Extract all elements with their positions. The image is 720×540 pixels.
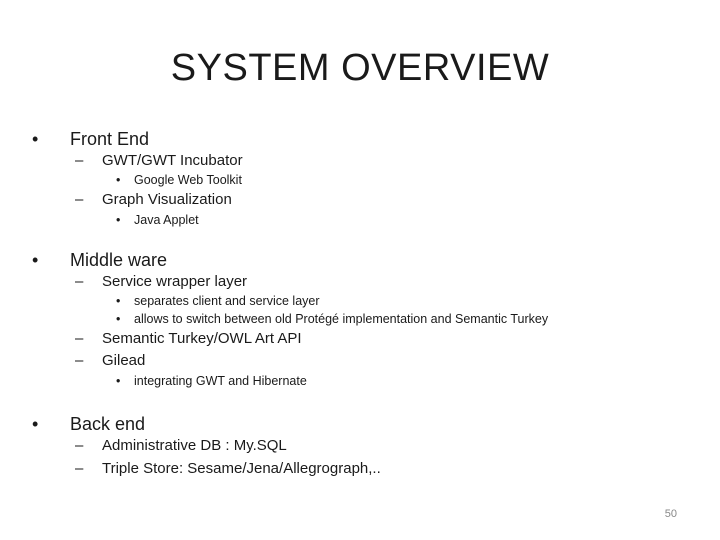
subitem-label: Java Applet — [134, 213, 199, 227]
sub-list-item — [116, 172, 242, 188]
section-middle-ware — [32, 249, 168, 271]
bullet-icon: • — [116, 294, 121, 308]
list-item — [75, 190, 232, 210]
subitem-label: integrating GWT and Hibernate — [134, 374, 307, 388]
item-label: Gilead — [102, 352, 146, 369]
section-label: Back end — [70, 414, 146, 434]
slide-title: SYSTEM OVERVIEW — [170, 47, 550, 89]
list-item — [75, 272, 248, 292]
dash-icon: – — [75, 437, 84, 454]
list-item — [75, 436, 287, 456]
dash-icon: – — [75, 330, 84, 347]
dash-icon: – — [75, 460, 84, 477]
dash-icon: – — [75, 152, 84, 169]
bullet-icon: • — [32, 414, 39, 434]
section-label: Front End — [70, 129, 150, 149]
dash-icon: – — [75, 191, 84, 208]
item-label: Graph Visualization — [102, 191, 232, 208]
sub-list-item — [116, 311, 549, 327]
section-label: Middle ware — [70, 250, 168, 270]
list-item — [75, 459, 381, 479]
dash-icon: – — [75, 273, 84, 290]
bullet-icon: • — [116, 173, 121, 187]
bullet-icon: • — [32, 129, 39, 149]
slide-number: 50 — [664, 508, 677, 520]
sub-list-item — [116, 373, 307, 389]
bullet-icon: • — [116, 312, 121, 326]
item-label: GWT/GWT Incubator — [102, 152, 243, 169]
item-label: Service wrapper layer — [102, 273, 248, 290]
list-item — [75, 151, 243, 171]
section-back-end — [32, 413, 146, 435]
subitem-label: allows to switch between old Protégé implementation and Semantic Turkey — [134, 312, 549, 326]
list-item — [75, 329, 302, 349]
subitem-label: Google Web Toolkit — [134, 173, 242, 187]
sub-list-item — [116, 212, 199, 228]
sub-list-item — [116, 293, 320, 309]
bullet-icon: • — [116, 213, 121, 227]
subitem-label: separates client and service layer — [134, 294, 320, 308]
item-label: Triple Store: Sesame/Jena/Allegrograph,.. — [102, 460, 381, 477]
bullet-icon: • — [116, 374, 121, 388]
dash-icon: – — [75, 352, 84, 369]
list-item — [75, 351, 146, 371]
item-label: Administrative DB : My.SQL — [102, 437, 287, 454]
bullet-icon: • — [32, 250, 39, 270]
section-front-end — [32, 128, 150, 150]
item-label: Semantic Turkey/OWL Art API — [102, 330, 302, 347]
